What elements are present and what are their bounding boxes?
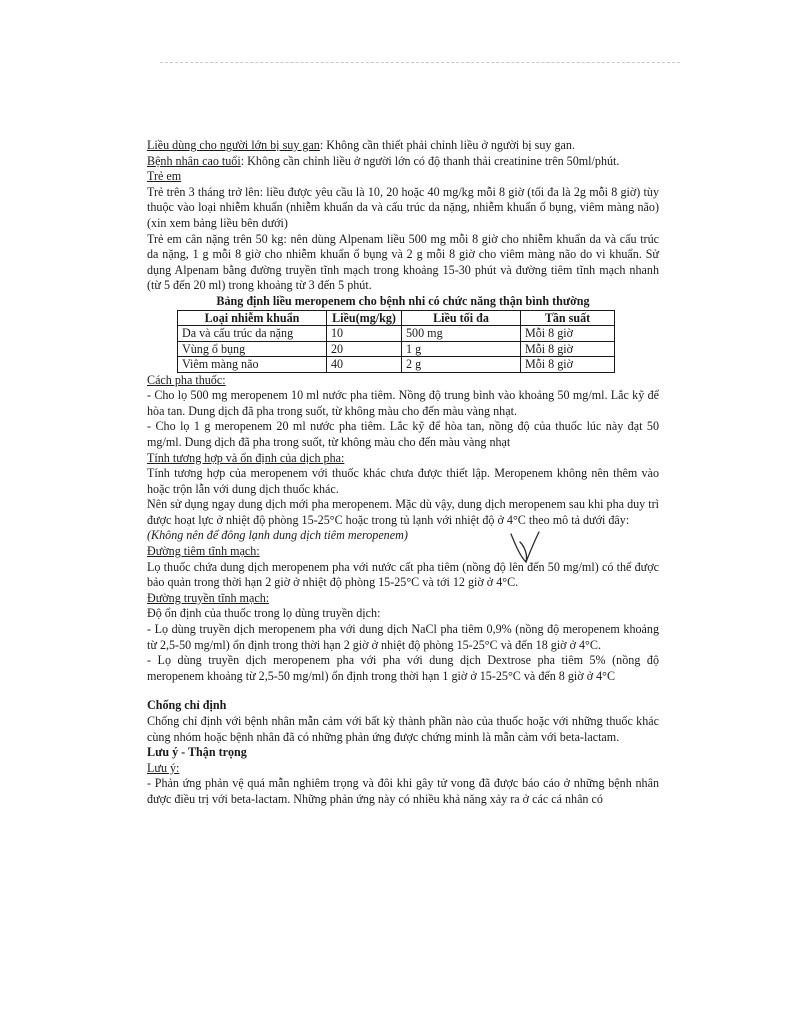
- section-gap: [147, 684, 659, 698]
- table-cell: 20: [327, 341, 402, 357]
- compat-heading: Tính tương hợp và ổn định của dịch pha:: [147, 450, 345, 465]
- table-cell: 40: [327, 357, 402, 373]
- caution-heading: Lưu ý - Thận trọng: [147, 745, 247, 760]
- dose-table-caption: Bảng định liều meropenem cho bệnh nhi có chức năng thận bình thường: [216, 293, 590, 308]
- iv-infusion-paragraph-1: Độ ổn định của thuốc trong lọ dùng truyền dịch:: [147, 606, 381, 621]
- table-cell: Mỗi 8 giờ: [521, 357, 615, 373]
- dose-table-header-row: [178, 310, 615, 326]
- contra-paragraph: Chống chỉ định với bệnh nhân mẫn cảm với bất kỳ thành phần nào của thuốc hoặc với những thuốc khác cùng nhóm hoặc bệnh nhân đã có những phản ứng được chứng minh là mẫn cảm với beta-lactam.: [147, 714, 659, 744]
- iv-bolus-paragraph: Lọ thuốc chứa dung dịch meropenem pha với nước cất pha tiêm (nồng độ lên đến 50 mg/ml) có thể được bảo quản trong thời hạn 2 giờ ở nhiệt độ phòng 15-25°C và tới 12 giờ ở 4°C.: [147, 559, 659, 590]
- caution-paragraph: - Phản ứng phản vệ quá mẫn nghiêm trọng và đôi khi gây tử vong đã được báo cáo ở những bệnh nhân được điều trị với beta-lactam. Những phản ứng này có nhiều khả năng xảy ra ở các cá nhân có: [147, 776, 659, 806]
- iv-bolus-heading: Đường tiêm tĩnh mạch:: [147, 544, 260, 559]
- prep-heading: Cách pha thuốc:: [147, 372, 226, 387]
- table-cell: 1 g: [402, 341, 521, 357]
- iv-infusion-heading: Đường truyền tĩnh mạch:: [147, 590, 270, 605]
- table-cell: Viêm màng não: [178, 357, 327, 373]
- scan-top-rule: [160, 62, 680, 64]
- elderly-text: : Không cần chỉnh liều ở người lớn có độ thanh thải creatinine trên 50ml/phút.: [240, 153, 620, 168]
- iv-infusion-paragraph-2: - Lọ dùng truyền dịch meropenem pha với dung dịch NaCl pha tiêm 0,9% (nồng độ meropenem khoảng từ 2,5-50 mg/ml) ổn định trong thời hạn 2 giờ ở nhiệt độ phòng 15-25°C và đến 18 giờ ở 4°C.: [147, 622, 659, 652]
- compat-note: (Không nên để đông lạnh dung dịch tiêm meropenem): [147, 528, 408, 543]
- elderly-line: [147, 154, 659, 170]
- table-cell: Da và cấu trúc da nặng: [178, 326, 327, 342]
- adult-hepatic-label: Liều dùng cho người lớn bị suy gan: [147, 138, 320, 152]
- document-page: [147, 138, 659, 808]
- prep-paragraph-1: - Cho lọ 500 mg meropenem 10 ml nước pha tiêm. Nồng độ trung bình vào khoảng 50 mg/ml. Lắc kỹ để hòa tan. Dung dịch đã pha trong suốt, từ không màu cho đến màu vàng nhạt.: [147, 388, 659, 418]
- dose-table-header: Liều tối đa: [402, 310, 521, 326]
- caution-subheading: Lưu ý:: [147, 760, 180, 775]
- table-cell: 500 mg: [402, 326, 521, 342]
- prep-paragraph-2: - Cho lọ 1 g meropenem 20 ml nước pha tiêm. Lắc kỹ để hòa tan, nồng độ của thuốc lúc này đạt 50 mg/ml. Dung dịch đã pha trong suốt, từ không màu cho đến màu vàng nhạt: [147, 419, 659, 449]
- contra-heading: Chống chỉ định: [147, 698, 227, 713]
- handwritten-mark-icon: [508, 528, 542, 566]
- dose-table-header: Tần suất: [521, 310, 615, 326]
- dose-table-header: Liều(mg/kg): [327, 310, 402, 326]
- dose-table-header: Loại nhiễm khuẩn: [178, 310, 327, 326]
- adult-hepatic-text: : Không cần thiết phải chỉnh liều ở người bị suy gan.: [319, 138, 575, 152]
- table-cell: Vùng ổ bụng: [178, 341, 327, 357]
- table-cell: Mỗi 8 giờ: [521, 341, 615, 357]
- adult-hepatic-line: [147, 138, 659, 154]
- table-row: [178, 341, 615, 357]
- compat-paragraph-1: Tính tương hợp của meropenem với thuốc khác chưa được thiết lập. Meropenem không nên thêm vào hoặc trộn lẫn với dung dịch thuốc khác.: [147, 466, 659, 496]
- table-cell: Mỗi 8 giờ: [521, 326, 615, 342]
- table-cell: 10: [327, 326, 402, 342]
- children-heading: Trẻ em: [147, 169, 182, 184]
- table-cell: 2 g: [402, 357, 521, 373]
- table-row: [178, 357, 615, 373]
- elderly-label: Bệnh nhân cao tuổi: [147, 153, 241, 168]
- dose-table: [177, 310, 615, 373]
- children-paragraph-1: Trẻ trên 3 tháng trở lên: liều được yêu cầu là 10, 20 hoặc 40 mg/kg mỗi 8 giờ (tối đa là 2g mỗi 8 giờ) tùy thuộc vào loại nhiễm khuẩn (nhiễm khuẩn da và cấu trúc da nặng, nhiễm khuẩn ổ bụng, viêm màng não) (xin xem bảng liều bên dưới): [147, 184, 659, 230]
- children-paragraph-2: Trẻ em cân nặng trên 50 kg: nên dùng Alpenam liều 500 mg mỗi 8 giờ cho nhiễm khuẩn da và cấu trúc da nặng, 1 g mỗi 8 giờ cho nhiễm khuẩn ổ bụng và 2 g mỗi 8 giờ cho viêm màng não do vi khuẩn. Sử dụng Alpenam bằng đường truyền tĩnh mạch trong khoảng 15-30 phút và đường tiêm tĩnh mạch nhanh (từ 5 đến 20 ml) trong khoảng từ 3 đến 5 phút.: [147, 231, 659, 293]
- compat-paragraph-2: Nên sử dụng ngay dung dịch mới pha meropenem. Mặc dù vậy, dung dịch meropenem sau khi pha duy trì được hoạt lực ở nhiệt độ phòng 15-25°C hoặc trong tủ lạnh với nhiệt độ ở 4°C theo mô tả dưới đây:: [147, 497, 659, 527]
- iv-infusion-paragraph-3: - Lọ dùng truyền dịch meropenem pha với pha với dung dịch Dextrose pha tiêm 5% (nồng độ meropenem khoảng từ 2,5-50 mg/ml) ổn định trong thời hạn 1 giờ ở 15-25°C và đến 8 giờ ở 4°C: [147, 653, 659, 683]
- table-row: [178, 326, 615, 342]
